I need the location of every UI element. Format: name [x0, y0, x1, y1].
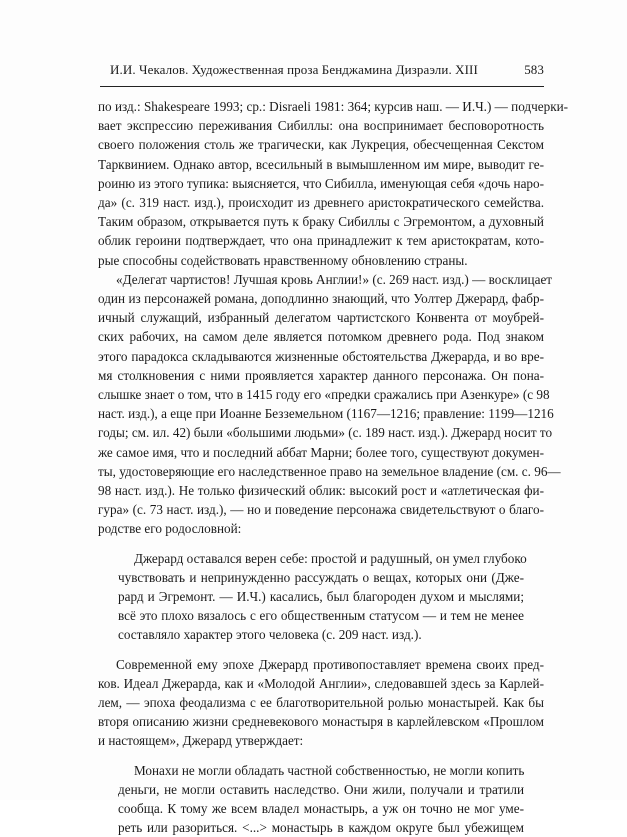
- text-line: же самое имя, что и последний аббат Марни; более того, существуют докумен-: [98, 444, 544, 460]
- quote-line: составляло характер этого человека (с. 209 наст. изд.).: [118, 627, 422, 643]
- quote-line: деньги, не могли оставить наследство. Они жили, получали и тратили: [118, 781, 524, 797]
- text-line: гура» (с. 73 наст. изд.), — но и поведение персонажа свидетельствуют о благо-: [98, 502, 544, 518]
- header-rule: [100, 86, 544, 87]
- text-line: родстве его родословной:: [98, 521, 242, 537]
- text-line: ты, удостоверяющие его наследственное право на земельное владение (см. с. 96—: [98, 463, 561, 479]
- text-line: вторя описанию жизни средневекового монастыря в карлейлевском «Прошлом: [98, 714, 544, 730]
- text-line: годы; см. ил. 42) были «большими людьми» (с. 189 наст. изд.). Джерард носит то: [98, 425, 553, 441]
- quote-line: всё это плохо вязалось с его общественным статусом — и тем не менее: [118, 608, 524, 624]
- quote-line: чувствовать и непринужденно рассуждать о вещах, которых они (Дже-: [118, 569, 524, 585]
- text-line: по изд.: Shakespeare 1993; ср.: Disraeli 1981: 364; курсив наш. — И.Ч.) — подчерки-: [98, 99, 569, 114]
- text-line: ичный служащий, избранный делегатом чартистского Конвента от моубрей-: [98, 310, 544, 326]
- quote-line: реть или разориться. <...> монастырь в каждом округе был убежищем: [118, 820, 524, 836]
- text-line: мя столкновения с ними проявляется характер данного персонажа. Он пона-: [98, 367, 544, 383]
- text-line: облик героини подтверждает, что она принадлежит к тем аристократам, кото-: [98, 233, 544, 249]
- text-line: ков. Идеал Джерарда, как и «Молодой Англии», следовавшей здесь за Карлей-: [98, 675, 544, 691]
- text-line: Тарквинием. Однако автор, всесильный в вымышленном им мире, выводит ге-: [98, 156, 544, 172]
- text-line: Таким образом, открывается путь к браку Сибиллы с Эгремонтом, а духовный: [98, 214, 544, 230]
- text-line: да» (с. 319 наст. изд.), происходит из древнего аристократического семейства.: [98, 195, 544, 210]
- text-line: наст. изд.), а еще при Иоанне Безземельном (1167—1216; правление: 1199—1216: [98, 406, 554, 422]
- running-title: И.И. Чекалов. Художественная проза Бенджамина Дизраэли. XIII: [110, 62, 478, 77]
- text-line: и настоящем», Джерард утверждает:: [98, 733, 304, 749]
- text-line: вает экспрессию переживания Сибиллы: она воспринимает бесповоротность: [98, 118, 544, 134]
- text-line: роиню из этого тупика: выясняется, что Сибилла, именующая себя «дочь наро-: [98, 175, 544, 191]
- quote-line: Монахи не могли обладать частной собственностью, не могли копить: [134, 762, 525, 778]
- text-line: этого парадокса складываются жизненные обстоятельства Джерарда, и во вре-: [98, 348, 544, 364]
- text-line: слышке знает о том, что в 1415 году его «предки сражались при Азенкуре» (с 98: [98, 387, 550, 402]
- text-line: 98 наст. изд.). Не только физический облик: высокий рост и «атлетическая фи-: [98, 483, 544, 498]
- quote-line: сообща. К тому же всем владел монастырь, а уж он точно не мог уме-: [118, 801, 524, 816]
- running-header: [100, 62, 544, 82]
- quote-line: Джерард оставался верен себе: простой и радушный, он умел глубоко: [134, 550, 527, 566]
- text-line: один из персонажей романа, доподлинно знающий, что Уолтер Джерард, фабр-: [98, 291, 544, 306]
- text-line: ских рабочих, на самом деле является потомком древнего рода. Под знаком: [98, 329, 544, 345]
- text-line: «Делегат чартистов! Лучшая кровь Англии!» (с. 269 наст. изд.) — восклицает: [116, 271, 553, 287]
- text-line: своего положения столь же трагически, как Лукреция, обесчещенная Секстом: [98, 137, 544, 153]
- text-line: рые способны содействовать нравственному обновлению страны.: [98, 252, 468, 268]
- text-line: лем, — эпоха феодализма с ее благотворительной ролью монастырей. Как бы: [98, 695, 544, 710]
- text-line: Современной ему эпохе Джерард противопоставляет времена своих пред-: [116, 656, 544, 672]
- page-number: 583: [524, 62, 544, 77]
- quote-line: рард и Эгремонт. — И.Ч.) касались, был благороден духом и мыслями;: [118, 589, 524, 604]
